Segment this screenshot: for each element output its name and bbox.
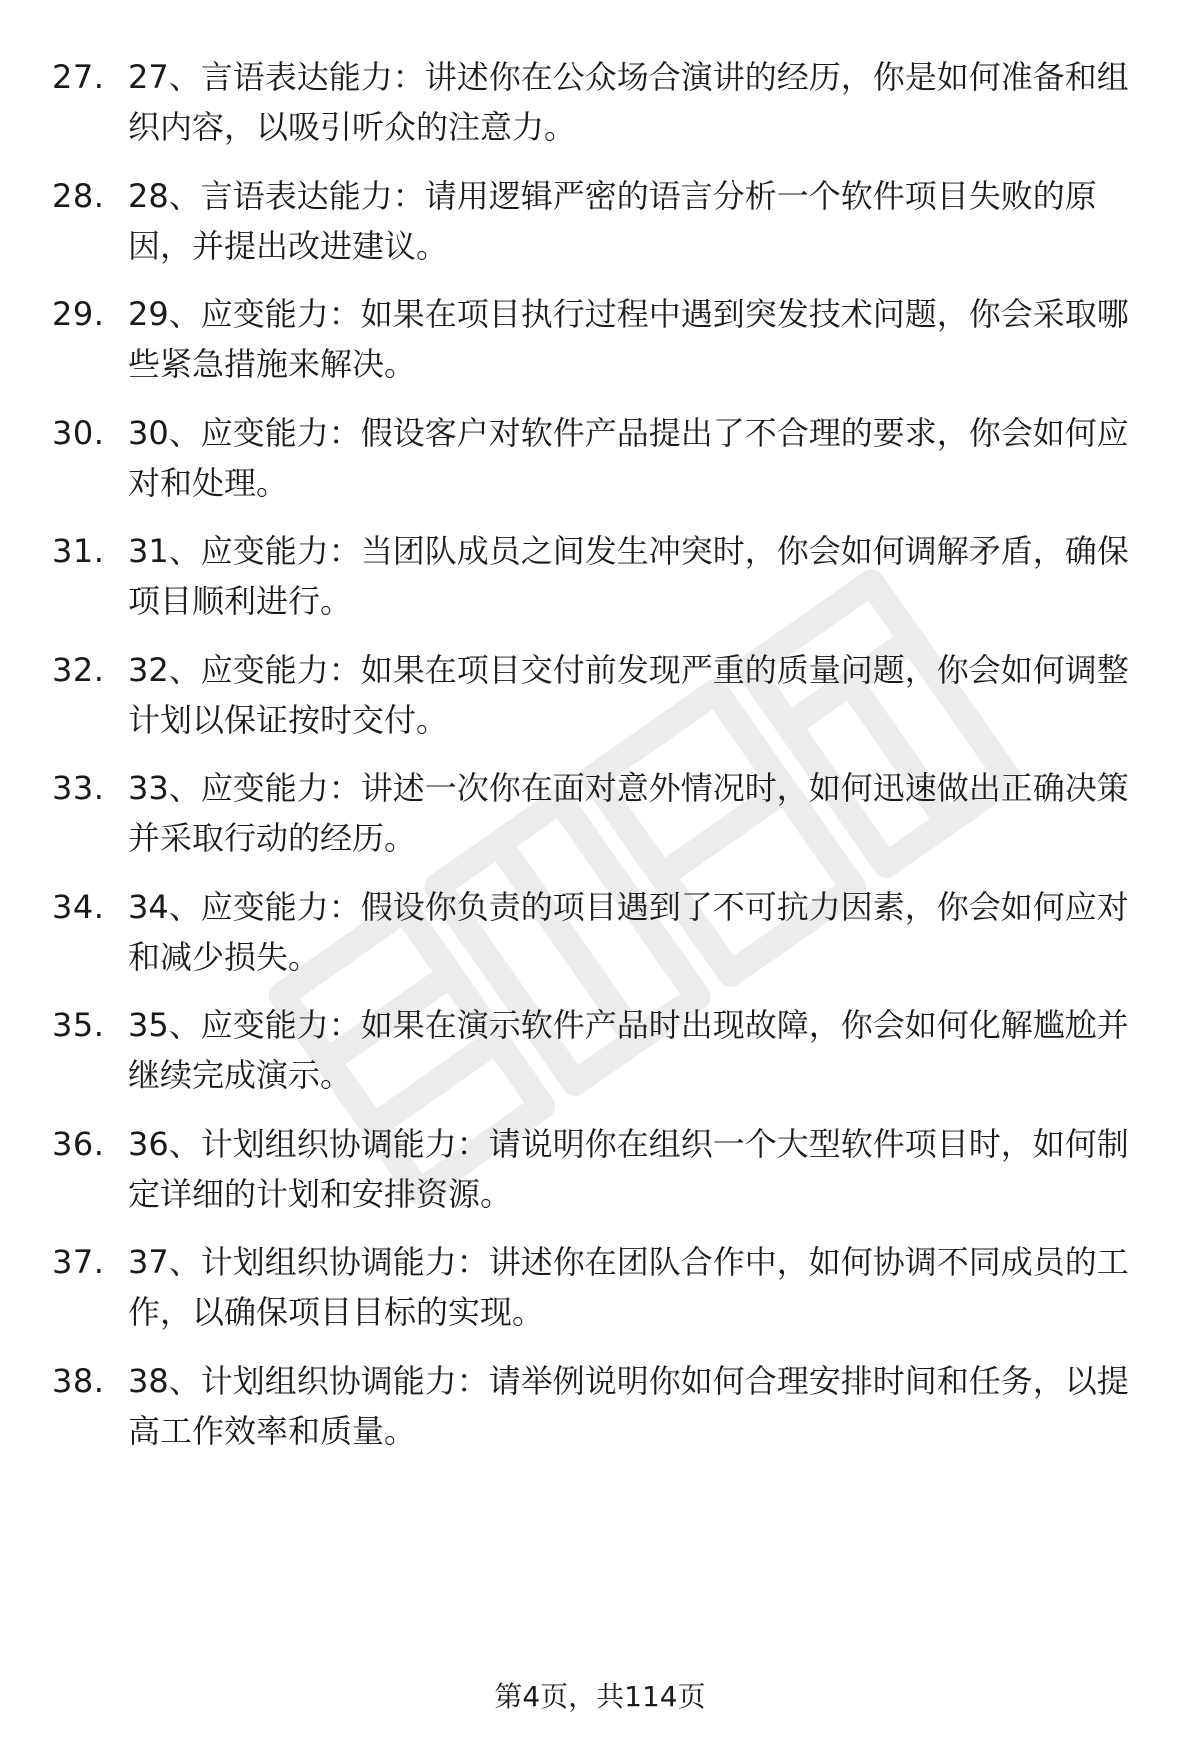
question-text: 28、言语表达能力：请用逻辑严密的语言分析一个软件项目失败的原因，并提出改进建议。 xyxy=(128,176,1097,265)
question-number: 33. xyxy=(52,769,105,807)
question-number: 36. xyxy=(52,1124,105,1163)
question-item xyxy=(0,171,1200,281)
question-number: 32. xyxy=(52,650,105,689)
question-number: 30. xyxy=(52,413,105,452)
question-text: 32、应变能力：如果在项目交付前发现严重的质量问题，你会如何调整计划以保证按时交付。 xyxy=(128,650,1129,739)
question-item xyxy=(0,1237,1200,1347)
question-item xyxy=(0,408,1200,518)
question-number: 37. xyxy=(52,1243,105,1281)
question-text: 34、应变能力：假设你负责的项目遇到了不可抗力因素，你会如何应对和减少损失。 xyxy=(128,887,1129,976)
question-number: 31. xyxy=(52,532,105,570)
question-number: 38. xyxy=(52,1361,105,1400)
question-text: 30、应变能力：假设客户对软件产品提出了不合理的要求，你会如何应对和处理。 xyxy=(128,413,1129,502)
question-text: 33、应变能力：讲述一次你在面对意外情况时，如何迅速做出正确决策并采取行动的经历。 xyxy=(128,769,1129,857)
question-text: 31、应变能力：当团队成员之间发生冲突时，你会如何调解矛盾，确保项目顺利进行。 xyxy=(128,532,1129,620)
question-number: 35. xyxy=(52,1006,105,1044)
question-item xyxy=(0,882,1200,992)
question-number: 34. xyxy=(52,887,105,926)
question-item xyxy=(0,763,1200,873)
question-text: 36、计划组织协调能力：请说明你在组织一个大型软件项目时，如何制定详细的计划和安排资源。 xyxy=(128,1124,1129,1213)
question-number: 29. xyxy=(52,295,105,333)
question-number: 27. xyxy=(52,58,105,96)
question-item xyxy=(0,1356,1200,1466)
question-item xyxy=(0,1119,1200,1229)
question-item xyxy=(0,289,1200,399)
page-footer: 第4页，共114页 xyxy=(494,1680,706,1713)
question-item xyxy=(0,526,1200,636)
question-text: 29、应变能力：如果在项目执行过程中遇到突发技术问题，你会采取哪些紧急措施来解决。 xyxy=(128,295,1129,383)
question-item xyxy=(0,1000,1200,1110)
question-text: 37、计划组织协调能力：讲述你在团队合作中，如何协调不同成员的工作，以确保项目目标的实现。 xyxy=(128,1243,1129,1331)
question-number: 28. xyxy=(52,176,105,215)
question-text: 27、言语表达能力：讲述你在公众场合演讲的经历，你是如何准备和组织内容，以吸引听众的注意力。 xyxy=(128,58,1129,146)
question-item xyxy=(0,645,1200,755)
question-text: 35、应变能力：如果在演示软件产品时出现故障，你会如何化解尴尬并继续完成演示。 xyxy=(128,1006,1129,1094)
question-item xyxy=(0,52,1200,162)
question-text: 38、计划组织协调能力：请举例说明你如何合理安排时间和任务，以提高工作效率和质量。 xyxy=(128,1361,1129,1450)
